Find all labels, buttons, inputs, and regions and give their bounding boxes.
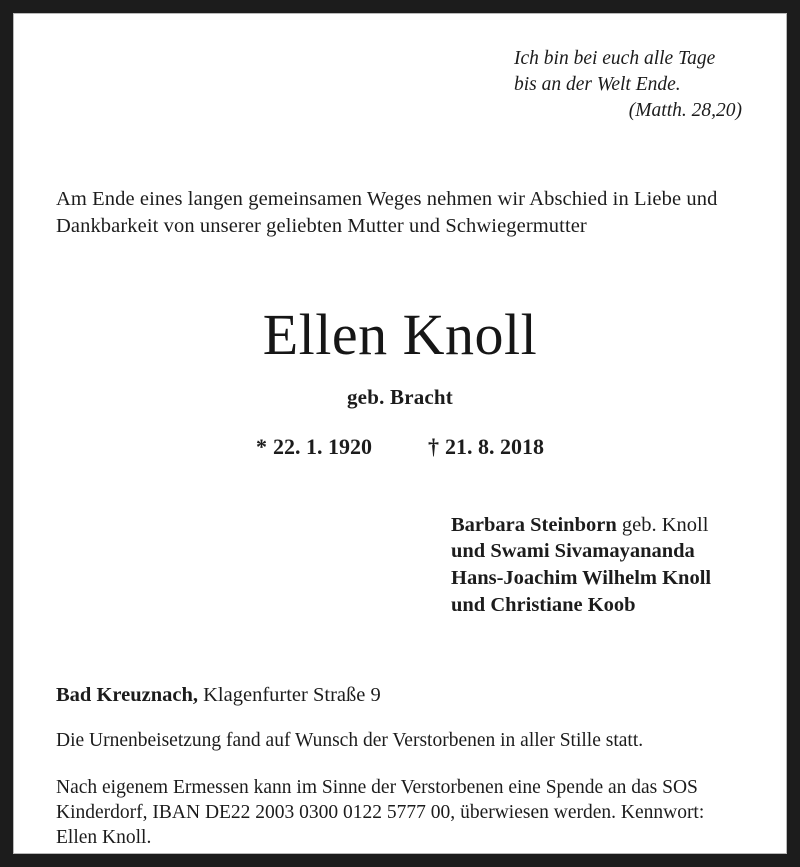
donation-note [56, 775, 744, 851]
epigraph [514, 14, 744, 124]
survivors-list [451, 512, 744, 619]
donation-line-1: Nach eigenem Ermessen kann im Sinne der Verstorbenen eine Spende an das SOS [56, 776, 698, 798]
survivor-line-4: und Christiane Koob [451, 593, 636, 616]
iban-value: DE22 2003 0300 0122 5777 00, [204, 801, 456, 823]
death-date: 21. 8. 2018 [445, 433, 544, 459]
survivor-line-1 [451, 512, 744, 539]
survivor-line-2: und Swami Sivamayananda [451, 540, 695, 563]
birth-date: 22. 1. 1920 [273, 433, 372, 459]
donation-prefix: Kinderdorf, IBAN [56, 801, 201, 823]
maiden-name: geb. Bracht [346, 384, 454, 409]
donation-suffix: überwiesen werden. Kennwort: [460, 801, 705, 823]
survivor-line-3: Hans-Joachim Wilhelm Knoll [451, 566, 712, 589]
birth-date-group [256, 434, 372, 459]
burial-note: Die Urnenbeisetzung fand auf Wunsch der Verstorbenen in aller Stille statt. [56, 730, 644, 752]
address-street: Klagenfurter Straße 9 [203, 684, 381, 707]
epigraph-citation: (Matth. 28,20) [628, 100, 742, 122]
survivor-name-primary: Barbara Steinborn [451, 513, 617, 536]
donation-line-3: Ellen Knoll. [56, 827, 152, 849]
donation-line-2 [56, 800, 744, 825]
cross-dagger-icon: † [428, 433, 439, 459]
survivor-maiden-name: geb. Knoll [621, 513, 709, 536]
epigraph-line-2: bis an der Welt Ende. [514, 73, 681, 95]
death-date-group [428, 434, 544, 459]
name-block [56, 301, 744, 410]
obituary-paper [13, 13, 787, 854]
intro-text: Am Ende eines langen gemeinsamen Weges nehmen wir Abschied in Liebe und Dankbarkeit von unserer geliebten Mutter und Schwiegermutter [56, 188, 718, 238]
epigraph-line-1: Ich bin bei euch alle Tage [514, 48, 716, 69]
address-city: Bad Kreuznach, [56, 684, 198, 707]
life-dates [56, 434, 744, 460]
deceased-name: Ellen Knoll [262, 301, 538, 367]
birth-star-icon: * [256, 433, 267, 459]
address-line [56, 684, 744, 707]
